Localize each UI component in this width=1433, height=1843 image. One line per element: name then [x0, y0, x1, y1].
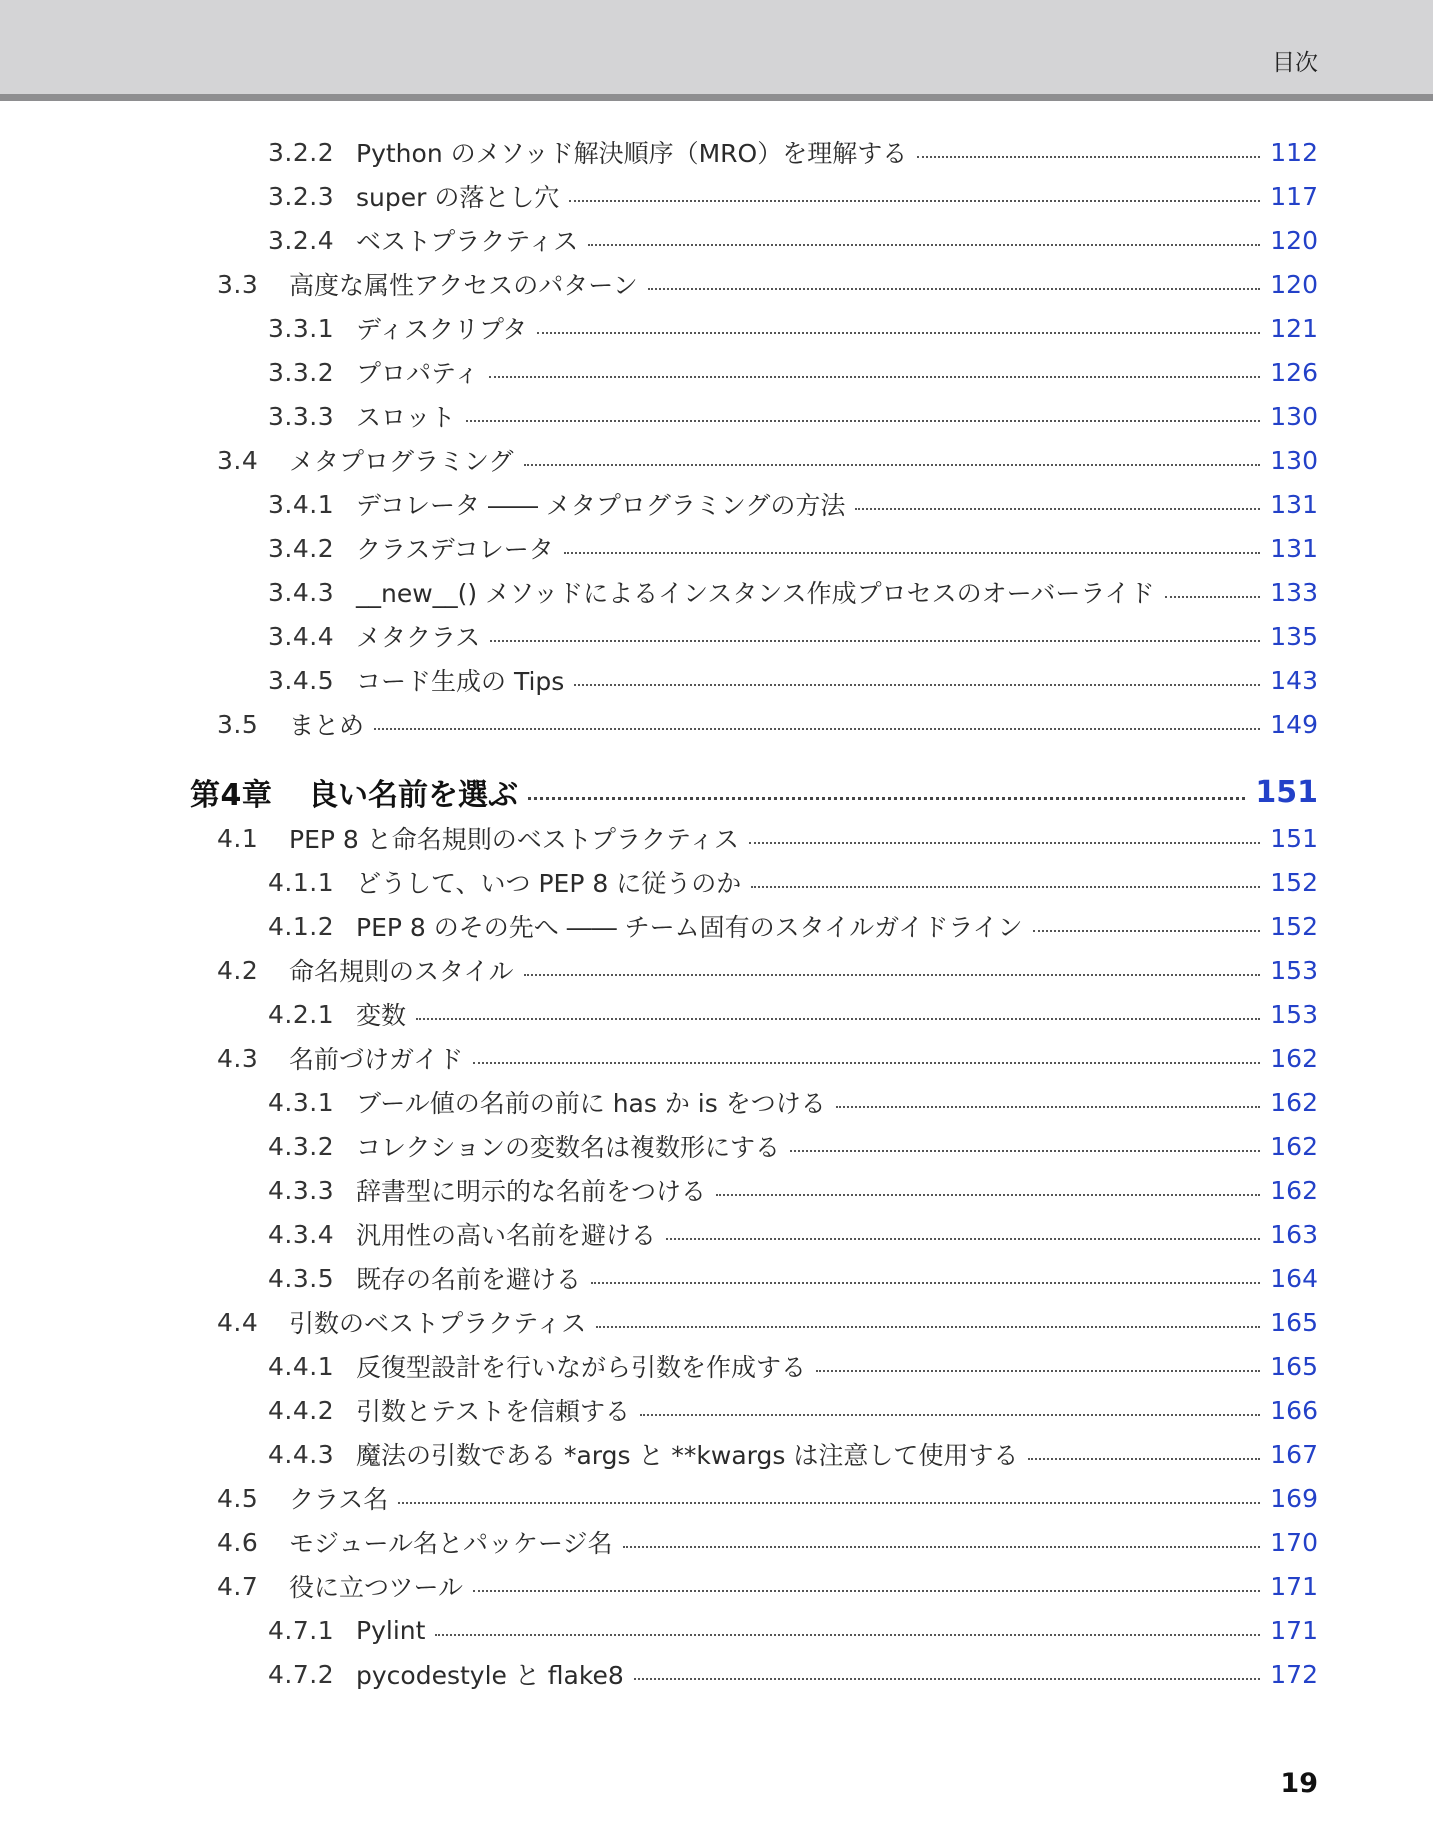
dot-leader	[1028, 1458, 1260, 1460]
toc-section-entry	[0, 820, 1433, 856]
dot-leader	[416, 1018, 1260, 1020]
toc-entry-number: 4.3.1	[268, 1087, 335, 1117]
toc-entry-page: 131	[1270, 533, 1318, 563]
toc-entry-title: モジュール名とパッケージ名	[289, 1529, 613, 1558]
toc-entry-number: 4.6	[217, 1527, 259, 1557]
dot-leader	[569, 200, 1260, 202]
toc-entry-number: 4.4.1	[268, 1351, 335, 1381]
toc-entry-title: コード生成の Tips	[356, 667, 565, 696]
toc-entry-number: 3.3.1	[268, 313, 335, 343]
toc-subsection-entry	[0, 908, 1433, 944]
toc-entry-page: 130	[1270, 401, 1318, 431]
dot-leader	[716, 1194, 1260, 1196]
toc-section-entry	[0, 1480, 1433, 1516]
toc-subsection-entry	[0, 1084, 1433, 1120]
toc-entry-number: 3.4.3	[268, 577, 335, 607]
toc-entry-page: 162	[1270, 1043, 1318, 1073]
toc-entry-number: 第4章	[190, 778, 273, 813]
toc-entry-title: 辞書型に明示的な名前をつける	[356, 1177, 707, 1206]
dot-leader	[648, 288, 1261, 290]
toc-section-entry	[0, 1568, 1433, 1604]
toc-entry-page: 163	[1270, 1219, 1318, 1249]
toc-entry-title: ブール値の名前の前に has か is をつける	[356, 1089, 826, 1118]
toc-entry-page: 152	[1270, 867, 1318, 897]
toc-entry-page: 120	[1270, 225, 1318, 255]
toc-entry-title: メタクラス	[356, 623, 481, 652]
toc-entry-title: 反復型設計を行いながら引数を作成する	[356, 1353, 807, 1382]
toc-entry-page: 130	[1270, 445, 1318, 475]
dot-leader	[528, 797, 1245, 800]
toc-entry-number: 3.2.4	[268, 225, 335, 255]
toc-entry-number: 3.4.1	[268, 489, 335, 519]
toc-entry-page: 171	[1270, 1571, 1318, 1601]
toc-entry-number: 3.4	[217, 445, 259, 475]
toc-entry-title: デコレータ ―― メタプログラミングの方法	[356, 491, 846, 520]
toc-entry-title: 引数のベストプラクティス	[289, 1309, 587, 1338]
dot-leader	[751, 886, 1260, 888]
toc-entry-page: 151	[1255, 774, 1318, 810]
dot-leader	[623, 1546, 1261, 1548]
toc-entry-number: 3.5	[217, 709, 259, 739]
toc-entry-number: 4.3.4	[268, 1219, 335, 1249]
toc-entry-page: 162	[1270, 1175, 1318, 1205]
toc-subsection-entry	[0, 574, 1433, 610]
toc-section-entry	[0, 1304, 1433, 1340]
dot-leader	[1165, 596, 1261, 598]
toc-entry-page: 153	[1270, 999, 1318, 1029]
toc-subsection-entry	[0, 1612, 1433, 1648]
toc-entry-title: Python のメソッド解決順序（MRO）を理解する	[356, 139, 908, 168]
running-header: 目次	[1272, 50, 1318, 76]
toc-entry-title: ベストプラクティス	[356, 227, 579, 256]
toc-subsection-entry	[0, 1216, 1433, 1252]
toc-entry-page: 167	[1270, 1439, 1318, 1469]
toc-entry-page: 162	[1270, 1087, 1318, 1117]
dot-leader	[473, 1590, 1260, 1592]
toc-subsection-entry	[0, 222, 1433, 258]
dot-leader	[749, 842, 1260, 844]
toc-subsection-entry	[0, 1348, 1433, 1384]
toc-entry-title: スロット	[356, 403, 456, 432]
dot-leader	[374, 728, 1260, 730]
toc-entry-page: 126	[1270, 357, 1318, 387]
toc-entry-number: 4.1	[217, 823, 259, 853]
toc-entry-page: 117	[1270, 181, 1318, 211]
toc-section-entry	[0, 266, 1433, 302]
toc-entry-title: 変数	[356, 1001, 407, 1030]
toc-subsection-entry	[0, 1392, 1433, 1428]
toc-entry-number: 3.4.4	[268, 621, 335, 651]
toc-entry-title: まとめ	[289, 711, 365, 740]
toc-entry-page: 133	[1270, 577, 1318, 607]
toc-entry-page: 135	[1270, 621, 1318, 651]
toc-entry-number: 3.3.3	[268, 401, 335, 431]
toc-entry-title: pycodestyle と flake8	[356, 1661, 624, 1690]
toc-entry-page: 166	[1270, 1395, 1318, 1425]
toc-section-entry	[0, 1040, 1433, 1076]
dot-leader	[473, 1062, 1260, 1064]
toc-subsection-entry	[0, 662, 1433, 698]
toc-entry-title: PEP 8 と命名規則のベストプラクティス	[289, 825, 739, 854]
toc-entry-number: 4.5	[217, 1483, 259, 1513]
toc-entry-title: メタプログラミング	[289, 447, 514, 476]
toc-subsection-entry	[0, 354, 1433, 390]
toc-subsection-entry	[0, 398, 1433, 434]
toc-subsection-entry	[0, 1260, 1433, 1296]
dot-leader	[640, 1414, 1260, 1416]
toc-entry-page: 149	[1270, 709, 1318, 739]
dot-leader	[666, 1238, 1260, 1240]
toc-entry-number: 4.1.1	[268, 867, 335, 897]
toc-entry-page: 153	[1270, 955, 1318, 985]
toc-entry-title: 名前づけガイド	[289, 1045, 464, 1074]
toc-subsection-entry	[0, 1436, 1433, 1472]
toc-section-entry	[0, 1524, 1433, 1560]
toc-subsection-entry	[0, 310, 1433, 346]
toc-entry-page: 151	[1270, 823, 1318, 853]
toc-entry-page: 171	[1270, 1615, 1318, 1645]
toc-entry-page: 131	[1270, 489, 1318, 519]
toc-entry-number: 3.2.2	[268, 137, 335, 167]
toc-section-entry	[0, 952, 1433, 988]
dot-leader	[855, 508, 1260, 510]
toc-section-entry	[0, 442, 1433, 478]
toc-entry-title: 汎用性の高い名前を避ける	[356, 1221, 657, 1250]
dot-leader	[591, 1282, 1260, 1284]
toc-entry-page: 120	[1270, 269, 1318, 299]
toc-subsection-entry	[0, 1128, 1433, 1164]
dot-leader	[574, 684, 1260, 686]
toc-subsection-entry	[0, 1656, 1433, 1692]
toc-entry-title: 役に立つツール	[289, 1573, 464, 1602]
toc-section-entry	[0, 706, 1433, 742]
toc-entry-title: コレクションの変数名は複数形にする	[356, 1133, 781, 1162]
toc-subsection-entry	[0, 618, 1433, 654]
toc-entry-title: super の落とし穴	[356, 183, 560, 212]
toc-subsection-entry	[0, 178, 1433, 214]
toc-entry-number: 3.3	[217, 269, 259, 299]
toc-subsection-entry	[0, 864, 1433, 900]
toc-entry-page: 172	[1270, 1659, 1318, 1689]
toc-entry-title: Pylint	[356, 1615, 426, 1645]
dot-leader	[836, 1106, 1261, 1108]
toc-entry-title: 高度な属性アクセスのパターン	[289, 271, 638, 300]
toc-entry-number: 4.3.3	[268, 1175, 335, 1205]
toc-entry-page: 162	[1270, 1131, 1318, 1161]
toc-entry-page: 170	[1270, 1527, 1318, 1557]
dot-leader	[398, 1502, 1260, 1504]
toc-entry-number: 4.4.3	[268, 1439, 335, 1469]
toc-entry-number: 4.1.2	[268, 911, 335, 941]
dot-leader	[596, 1326, 1260, 1328]
toc-entry-page: 164	[1270, 1263, 1318, 1293]
toc-entry-number: 4.2	[217, 955, 259, 985]
dot-leader	[490, 640, 1260, 642]
toc-entry-page: 121	[1270, 313, 1318, 343]
dot-leader	[790, 1150, 1260, 1152]
toc-entry-title: 命名規則のスタイル	[289, 957, 514, 986]
toc-entry-title: 魔法の引数である *args と **kwargs は注意して使用する	[356, 1441, 1019, 1470]
toc-entry-number: 4.7	[217, 1571, 259, 1601]
toc-entry-title: クラス名	[289, 1485, 389, 1514]
toc-entry-title: クラスデコレータ	[356, 535, 554, 564]
toc-subsection-entry	[0, 530, 1433, 566]
toc-entry-page: 169	[1270, 1483, 1318, 1513]
toc-entry-number: 4.3	[217, 1043, 259, 1073]
toc-entry-page: 165	[1270, 1351, 1318, 1381]
toc-entry-title: どうして、いつ PEP 8 に従うのか	[356, 869, 742, 898]
toc-entry-page: 112	[1270, 137, 1318, 167]
page-number: 19	[1280, 1768, 1318, 1799]
toc-entry-number: 3.4.2	[268, 533, 335, 563]
toc-subsection-entry	[0, 996, 1433, 1032]
toc-entry-title: __new__() メソッドによるインスタンス作成プロセスのオーバーライド	[356, 579, 1155, 608]
toc-subsection-entry	[0, 134, 1433, 170]
toc-entry-page: 152	[1270, 911, 1318, 941]
toc-chapter-entry	[0, 770, 1433, 814]
toc-subsection-entry	[0, 1172, 1433, 1208]
dot-leader	[466, 420, 1261, 422]
toc-entry-title: 既存の名前を避ける	[356, 1265, 582, 1294]
toc-entry-number: 4.2.1	[268, 999, 335, 1029]
dot-leader	[634, 1678, 1261, 1680]
toc-entry-title: PEP 8 のその先へ ―― チーム固有のスタイルガイドライン	[356, 913, 1023, 942]
toc-entry-number: 3.2.3	[268, 181, 335, 211]
toc-entry-title: 引数とテストを信頼する	[356, 1397, 631, 1426]
dot-leader	[537, 332, 1260, 334]
dot-leader	[564, 552, 1261, 554]
dot-leader	[489, 376, 1260, 378]
toc-entry-number: 4.4.2	[268, 1395, 335, 1425]
dot-leader	[435, 1634, 1260, 1636]
toc-entry-title: ディスクリプタ	[356, 315, 528, 344]
dot-leader	[524, 974, 1261, 976]
toc-entry-number: 3.3.2	[268, 357, 335, 387]
toc-entry-page: 165	[1270, 1307, 1318, 1337]
toc-entry-number: 4.7.1	[268, 1615, 335, 1645]
dot-leader	[816, 1370, 1260, 1372]
dot-leader	[1033, 930, 1261, 932]
dot-leader	[524, 464, 1261, 466]
dot-leader	[588, 244, 1260, 246]
toc-entry-number: 3.4.5	[268, 665, 335, 695]
toc-entry-number: 4.3.5	[268, 1263, 335, 1293]
dot-leader	[917, 156, 1260, 158]
toc-entry-number: 4.7.2	[268, 1659, 335, 1689]
toc-entry-title: 良い名前を選ぶ	[308, 778, 518, 813]
toc-entry-title: プロパティ	[356, 359, 480, 388]
toc-subsection-entry	[0, 486, 1433, 522]
toc-entry-page: 143	[1270, 665, 1318, 695]
toc-entry-number: 4.4	[217, 1307, 259, 1337]
toc-entry-number: 4.3.2	[268, 1131, 335, 1161]
